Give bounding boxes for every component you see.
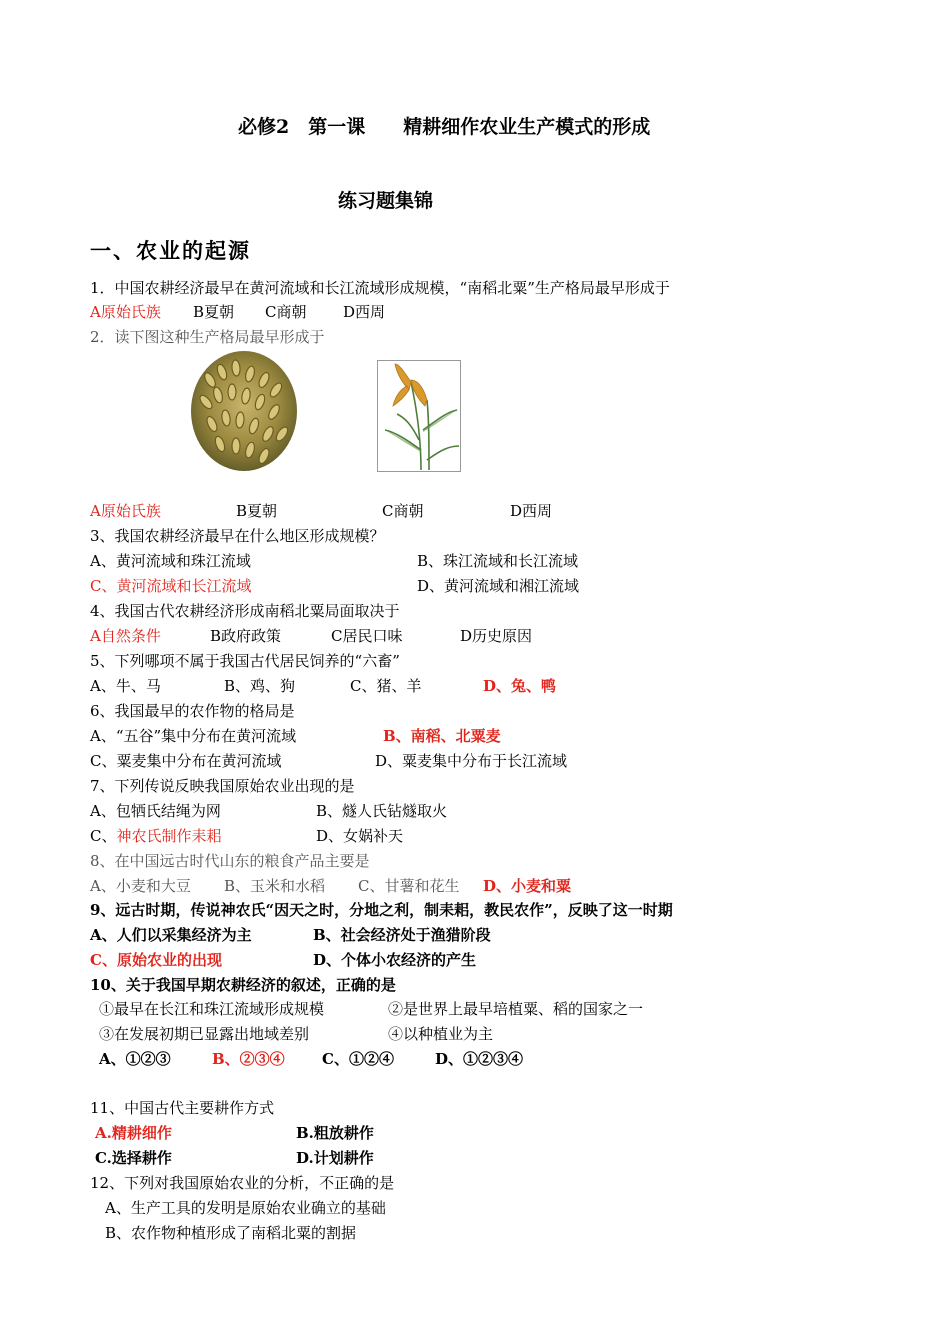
q3-option-a: A、黄河流域和珠江流域 (90, 552, 251, 570)
q3-option-b: B、珠江流域和长江流域 (417, 552, 579, 570)
q11-option-d: D.计划耕作 (296, 1149, 374, 1167)
q5-option-d: D、兔、鸭 (483, 677, 557, 695)
q1-stem: 1．中国农耕经济最早在黄河流域和长江流域形成规模，“南稻北粟”生产格局最早形成于 (90, 279, 670, 297)
q7-option-a: A、包牺氏结绳为网 (90, 802, 221, 820)
q12-option-b: B、农作物种植形成了南稻北粟的割据 (105, 1224, 357, 1242)
q12-stem: 12、下列对我国原始农业的分析，不正确的是 (90, 1174, 395, 1192)
section-heading: 一、农业的起源 (90, 238, 251, 263)
q2-option-a: A原始氏族 (90, 502, 161, 520)
q8-stem: 8、在中国远古时代山东的粮食产品主要是 (90, 852, 370, 870)
q7-option-c-prefix: C、 (90, 827, 117, 845)
q10-option-c: C、①②④ (322, 1050, 394, 1068)
q8-option-c: C、甘薯和花生 (358, 877, 460, 895)
q4-stem: 4、我国古代农耕经济形成南稻北粟局面取决于 (90, 602, 400, 620)
q10-stem: 10、关于我国早期农耕经济的叙述，正确的是 (90, 976, 396, 994)
q9-option-c: C、原始农业的出现 (90, 951, 222, 969)
page-subtitle: 练习题集锦 (338, 190, 434, 212)
q11-option-a: A.精耕细作 (95, 1124, 172, 1142)
q11-stem: 11、中国古代主要耕作方式 (90, 1099, 275, 1117)
q6-option-b: B、南稻、北粟麦 (383, 727, 501, 745)
q6-stem: 6、我国最早的农作物的格局是 (90, 702, 295, 720)
q10-statement-2: ②是世界上最早培植粟、稻的国家之一 (388, 1000, 644, 1018)
q9-stem: 9、远古时期，传说神农氏“因天之时，分地之利，制耒耜，教民农作”，反映了这一时期 (90, 901, 673, 919)
q6-option-a: A、“五谷”集中分布在黄河流域 (90, 727, 297, 745)
q3-option-c: C、黄河流域和长江流域 (90, 577, 252, 595)
q4-option-b: B政府政策 (210, 627, 282, 645)
q2-stem: 2．读下图这种生产格局最早形成于 (90, 328, 325, 346)
q4-option-c: C居民口味 (331, 627, 403, 645)
q3-stem: 3、我国农耕经济最早在什么地区形成规模？ (90, 527, 385, 545)
q7-option-c (90, 826, 222, 846)
q8-option-d: D、小麦和粟 (483, 877, 572, 895)
q10-statement-3: ③在发展初期已显露出地域差别 (99, 1025, 310, 1043)
q12-option-a: A、生产工具的发明是原始农业确立的基础 (105, 1199, 386, 1217)
q9-option-d: D、个体小农经济的产生 (313, 951, 477, 969)
q7-option-b: B、燧人氏钻燧取火 (316, 802, 448, 820)
q8-option-a: A、小麦和大豆 (90, 877, 191, 895)
q5-option-c: C、猪、羊 (350, 677, 422, 695)
q7-option-d: D、女娲补天 (316, 827, 404, 845)
q2-option-b: B夏朝 (236, 502, 278, 520)
q10-option-a: A、①②③ (99, 1050, 171, 1068)
q4-option-a: A自然条件 (90, 627, 161, 645)
q10-option-d: D、①②③④ (435, 1050, 524, 1068)
rice-photo (190, 350, 298, 472)
q3-option-d: D、黄河流域和湘江流域 (417, 577, 580, 595)
q9-option-b: B、社会经济处于渔猎阶段 (313, 926, 491, 944)
q7-stem: 7、下列传说反映我国原始农业出现的是 (90, 777, 355, 795)
q10-option-b: B、②③④ (212, 1050, 285, 1068)
q10-statement-4: ④以种植业为主 (388, 1025, 494, 1043)
q5-option-a: A、牛、马 (90, 677, 161, 695)
q2-option-c: C商朝 (382, 502, 424, 520)
q2-option-d: D西周 (510, 502, 553, 520)
q11-option-b: B.粗放耕作 (296, 1124, 374, 1142)
q11-option-c: C.选择耕作 (95, 1149, 172, 1167)
q1-option-d: D西周 (343, 303, 386, 321)
millet-illustration (377, 360, 461, 472)
q7-option-c-text: 神农氏制作耒耜 (116, 827, 222, 845)
q5-option-b: B、鸡、狗 (224, 677, 296, 695)
q1-option-c: C商朝 (265, 303, 307, 321)
page-title: 必修2 第一课 精耕细作农业生产模式的形成 (238, 116, 651, 138)
q8-option-b: B、玉米和水稻 (224, 877, 326, 895)
q4-option-d: D历史原因 (460, 627, 533, 645)
q6-option-d: D、粟麦集中分布于长江流域 (375, 752, 568, 770)
q10-statement-1: ①最早在长江和珠江流域形成规模 (99, 1000, 325, 1018)
q6-option-c: C、粟麦集中分布在黄河流域 (90, 752, 282, 770)
q5-stem: 5、下列哪项不属于我国古代居民饲养的“六畜” (90, 652, 400, 670)
q1-option-a: A原始氏族 (90, 303, 161, 321)
q9-option-a: A、人们以采集经济为主 (90, 926, 252, 944)
q1-option-b: B夏朝 (193, 303, 235, 321)
